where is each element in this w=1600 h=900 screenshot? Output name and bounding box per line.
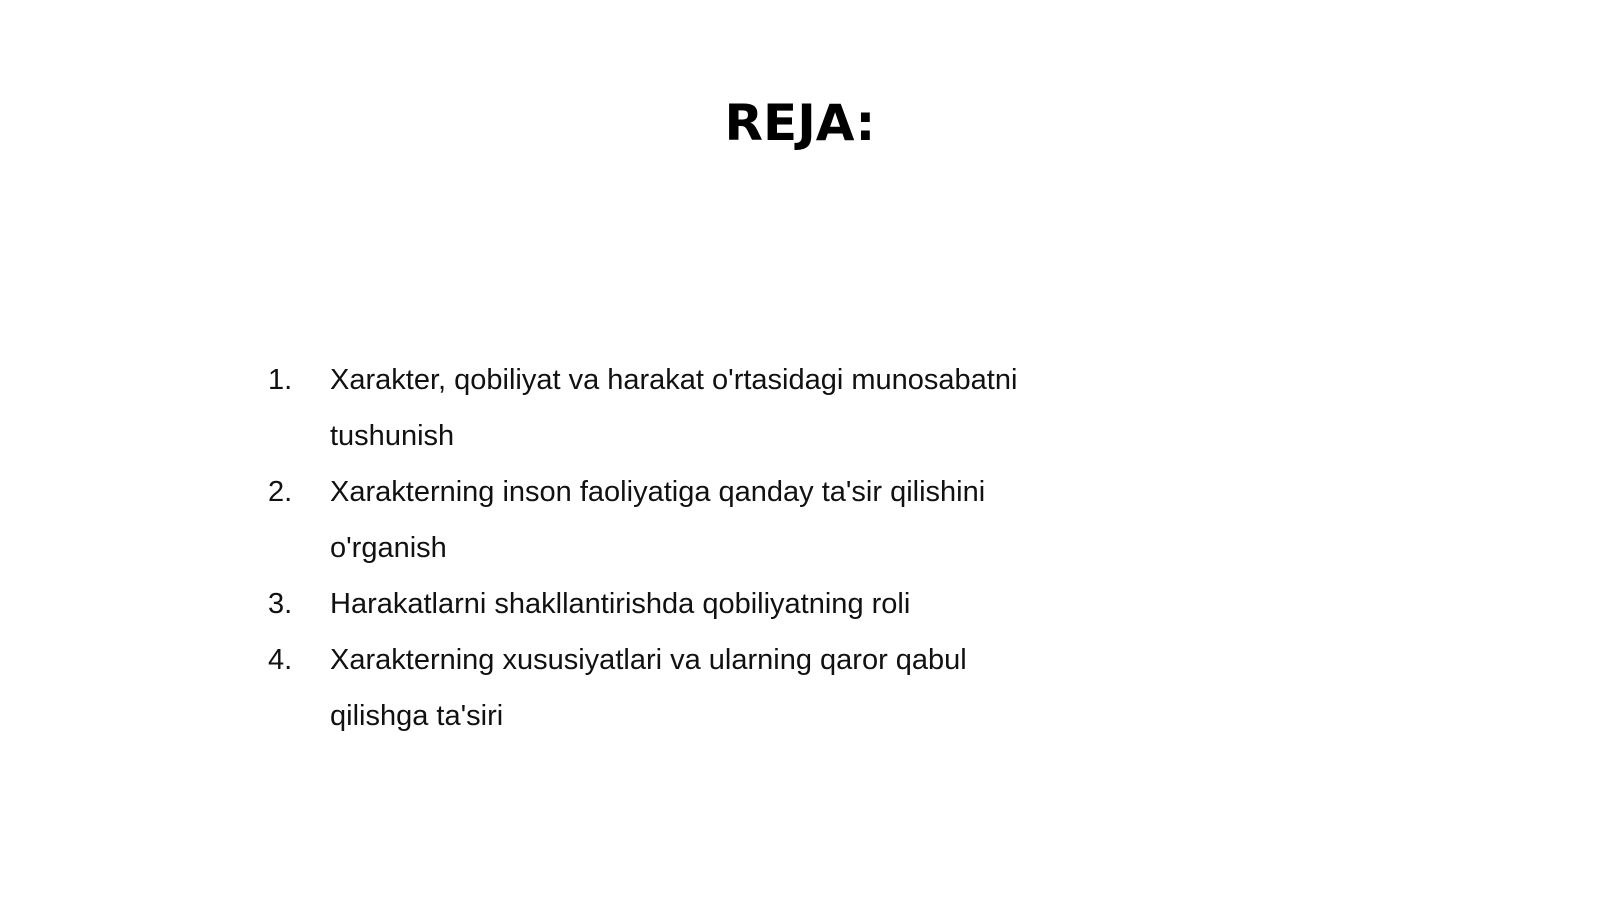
plan-item-number: 4. (268, 644, 293, 676)
plan-item-text: Harakatlarni shakllantirishda qobiliyatning roli (330, 588, 911, 620)
plan-item-number: 3. (268, 588, 293, 620)
plan-item-text: Xarakter, qobiliyat va harakat o'rtasidagi munosabatni tushunish (330, 364, 1018, 452)
plan-item (268, 352, 1068, 464)
plan-item (268, 632, 1068, 744)
plan-item-number: 1. (268, 364, 293, 396)
plan-item-text: Xarakterning xususiyatlari va ularning qaror qabul qilishga ta'siri (330, 644, 967, 732)
plan-item (268, 464, 1068, 576)
plan-item (268, 576, 1068, 632)
plan-item-text: Xarakterning inson faoliyatiga qanday ta'sir qilishini o'rganish (330, 476, 986, 564)
slide-title: REJA: (724, 94, 876, 152)
plan-item-number: 2. (268, 476, 293, 508)
plan-list (268, 352, 1068, 744)
